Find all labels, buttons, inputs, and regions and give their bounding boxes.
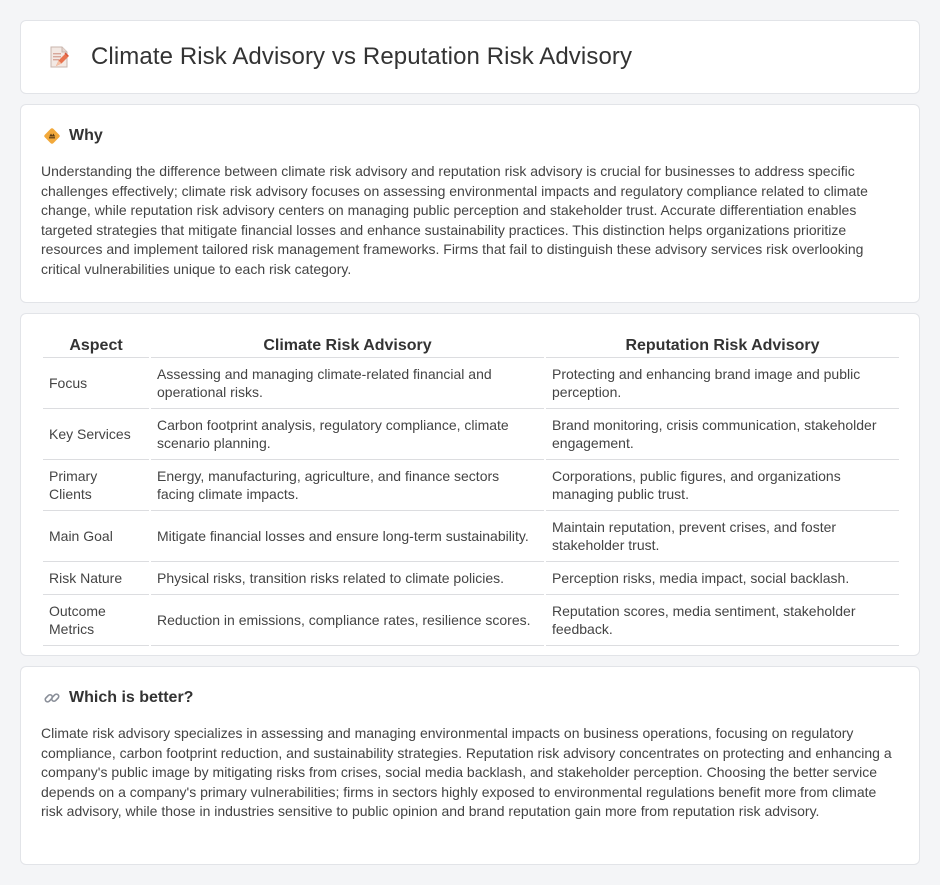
diamond-sign-icon bbox=[43, 127, 61, 145]
better-heading: Which is better? bbox=[69, 689, 194, 706]
why-section bbox=[20, 104, 920, 303]
document-pencil-icon bbox=[47, 45, 71, 69]
table-row bbox=[43, 511, 899, 562]
row-reputation: Reputation scores, media sentiment, stakeholder feedback. bbox=[546, 595, 899, 646]
row-reputation: Maintain reputation, prevent crises, and foster stakeholder trust. bbox=[546, 511, 899, 562]
header-climate: Climate Risk Advisory bbox=[151, 336, 544, 358]
row-aspect: Main Goal bbox=[43, 511, 149, 562]
row-aspect: Primary Clients bbox=[43, 460, 149, 511]
better-text: Climate risk advisory specializes in assessing and managing environmental impacts on business operations, focusing on regulatory compliance, carbon footprint reduction, and sustainability strategies. Reputation risk advisory concentrates on protecting and enhancing a company's public image by mitigating risks from crises, social media backlash, and stakeholder perception. Choosing the better service depends on a company's primary vulnerabilities; firms in sectors highly exposed to environmental regulations benefit more from climate risk advisory, while those in industries sensitive to public opinion and brand reputation gain more from reputation risk advisory. bbox=[41, 725, 892, 819]
table-header-row bbox=[43, 336, 899, 358]
row-climate: Carbon footprint analysis, regulatory compliance, climate scenario planning. bbox=[151, 409, 544, 460]
comparison-section bbox=[20, 313, 920, 656]
table-row bbox=[43, 562, 899, 595]
link-icon bbox=[43, 689, 61, 707]
header-reputation: Reputation Risk Advisory bbox=[546, 336, 899, 358]
table-row bbox=[43, 460, 899, 511]
row-climate: Mitigate financial losses and ensure long-term sustainability. bbox=[151, 511, 544, 562]
title-card bbox=[20, 20, 920, 94]
why-heading: Why bbox=[69, 127, 103, 144]
row-reputation: Corporations, public figures, and organizations managing public trust. bbox=[546, 460, 899, 511]
row-climate: Reduction in emissions, compliance rates, resilience scores. bbox=[151, 595, 544, 646]
why-text: Understanding the difference between climate risk advisory and reputation risk advisory is crucial for businesses to address specific challenges effectively; climate risk advisory focuses on assessing environmental impacts and regulatory compliance related to climate change, while reputation risk advisory centers on managing public perception and stakeholder trust. Accurate differentiation enables targeted strategies that mitigate financial losses and enhance sustainability practices. This distinction helps organizations prioritize resources and implement tailored risk management frameworks. Firms that fail to distinguish these advisory services risk overlooking critical vulnerabilities unique to each risk category. bbox=[41, 163, 868, 277]
row-reputation: Protecting and enhancing brand image and public perception. bbox=[546, 358, 899, 409]
row-aspect: Key Services bbox=[43, 409, 149, 460]
row-aspect: Risk Nature bbox=[43, 562, 149, 595]
row-climate: Physical risks, transition risks related to climate policies. bbox=[151, 562, 544, 595]
row-reputation: Brand monitoring, crisis communication, stakeholder engagement. bbox=[546, 409, 899, 460]
row-aspect: Outcome Metrics bbox=[43, 595, 149, 646]
row-climate: Energy, manufacturing, agriculture, and finance sectors facing climate impacts. bbox=[151, 460, 544, 511]
header-aspect: Aspect bbox=[43, 336, 149, 358]
comparison-table bbox=[41, 336, 901, 646]
row-aspect: Focus bbox=[43, 358, 149, 409]
page-title: Climate Risk Advisory vs Reputation Risk Advisory bbox=[91, 43, 633, 70]
row-climate: Assessing and managing climate-related financial and operational risks. bbox=[151, 358, 544, 409]
better-section bbox=[20, 666, 920, 865]
table-row bbox=[43, 409, 899, 460]
table-row bbox=[43, 358, 899, 409]
table-row bbox=[43, 595, 899, 646]
row-reputation: Perception risks, media impact, social backlash. bbox=[546, 562, 899, 595]
